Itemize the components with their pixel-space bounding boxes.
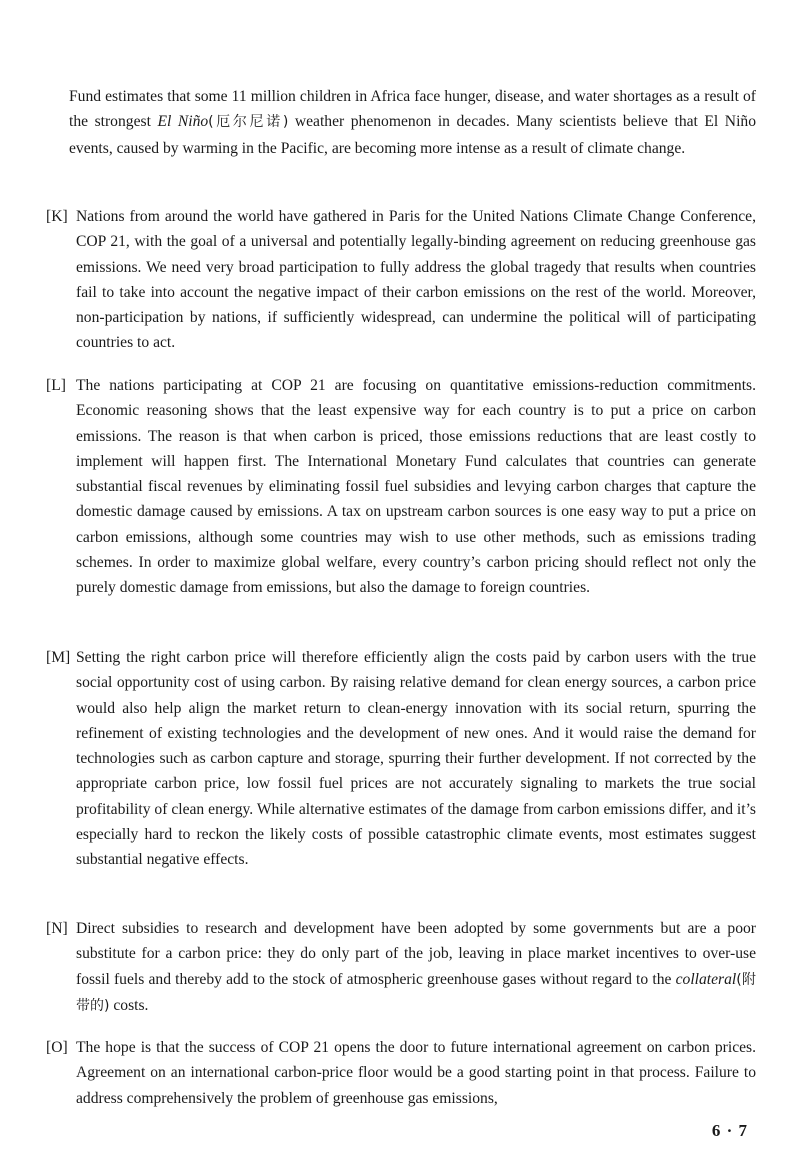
page-number: 6 · 7 (711, 1121, 748, 1140)
el-nino-term: El Niño (157, 113, 209, 131)
collateral-gloss: (附带的) (76, 971, 756, 1014)
paragraph-n (46, 916, 756, 1019)
paragraph-o (46, 1035, 756, 1111)
collateral-term: collateral (675, 970, 737, 988)
paragraph-l (46, 373, 756, 601)
intro-paragraph (69, 84, 756, 161)
el-nino-gloss: (厄尔尼诺) (208, 114, 289, 131)
paragraph-text-n-before: Direct subsidies to research and development have been adopted by some governments but are a poor substitute for a carbon price: they do only part of the job, leaving in place market incentives to over-use fossil fuels and thereby add to the stock of atmospheric greenhouse gases without regard to the (76, 920, 756, 988)
paragraph-text-l: The nations participating at COP 21 are focusing on quantitative emissions-reduction commitments. Economic reasoning shows that the least expensive way for each country is to put a price on carbon emissions. The reason is that when carbon is priced, those emissions reductions that are least costly to implement will happen first. The International Monetary Fund calculates that countries can generate substantial fiscal revenues by eliminating fossil fuel subsidies and levying carbon charges that capture the domestic damage caused by emissions. A tax on upstream carbon sources is one easy way to put a price on carbon emissions, although some countries may wish to use other methods, such as emissions trading schemes. In order to maximize global welfare, every country’s carbon pricing should reflect not only the purely domestic damage from emissions, but also the damage to foreign countries. (76, 377, 756, 597)
paragraph-text-n-after: costs. (109, 996, 149, 1014)
paragraph-label-n: [N] (46, 920, 68, 937)
paragraph-label-l: [L] (46, 377, 66, 394)
paragraph-label-m: [M] (46, 649, 71, 666)
paragraph-k (46, 204, 756, 356)
paragraph-m (46, 645, 756, 873)
paragraph-text-m: Setting the right carbon price will therefore efficiently align the costs paid by carbon users with the true social opportunity cost of using carbon. By raising relative demand for clean energy sources, a carbon price would also help align the market return to clean-energy innovation with its social return, spurring the refinement of existing technologies and the development of new ones. And it would raise the demand for technologies such as carbon capture and storage, spurring their further development. If not corrected by the appropriate carbon price, low fossil fuel prices are not accurately signaling to markets the true social profitability of clean energy. While alternative estimates of the damage from carbon emissions differ, and it’s especially hard to reckon the likely costs of possible catastrophic climate events, most estimates suggest substantial negative effects. (76, 649, 756, 869)
paragraph-label-k: [K] (46, 208, 68, 225)
paragraph-text-o: The hope is that the success of COP 21 opens the door to future international agreement on carbon prices. Agreement on an international carbon-price floor would be a good starting point in that process. Failure to address comprehensively the problem of greenhouse gas emissions, (76, 1039, 756, 1107)
paragraph-label-o: [O] (46, 1039, 68, 1056)
paragraph-text-n (76, 916, 756, 1019)
intro-text-part2: weather phenomenon in decades. Many scientists believe that El Niño events, caused by warming in the Pacific, are becoming more intense as a result of climate change. (69, 113, 756, 157)
paragraph-text-k: Nations from around the world have gathered in Paris for the United Nations Climate Change Conference, COP 21, with the goal of a universal and potentially legally-binding agreement on reducing greenhouse gas emissions. We need very broad participation to fully address the global tragedy that results when countries fail to take into account the negative impact of their carbon emissions on the rest of the world. Moreover, non-participation by nations, if sufficiently widespread, can undermine the political will of participating countries to act. (76, 208, 756, 352)
intro-text-part1: Fund estimates that some 11 million children in Africa face hunger, disease, and water shortages as a result of the strongest (69, 88, 756, 131)
